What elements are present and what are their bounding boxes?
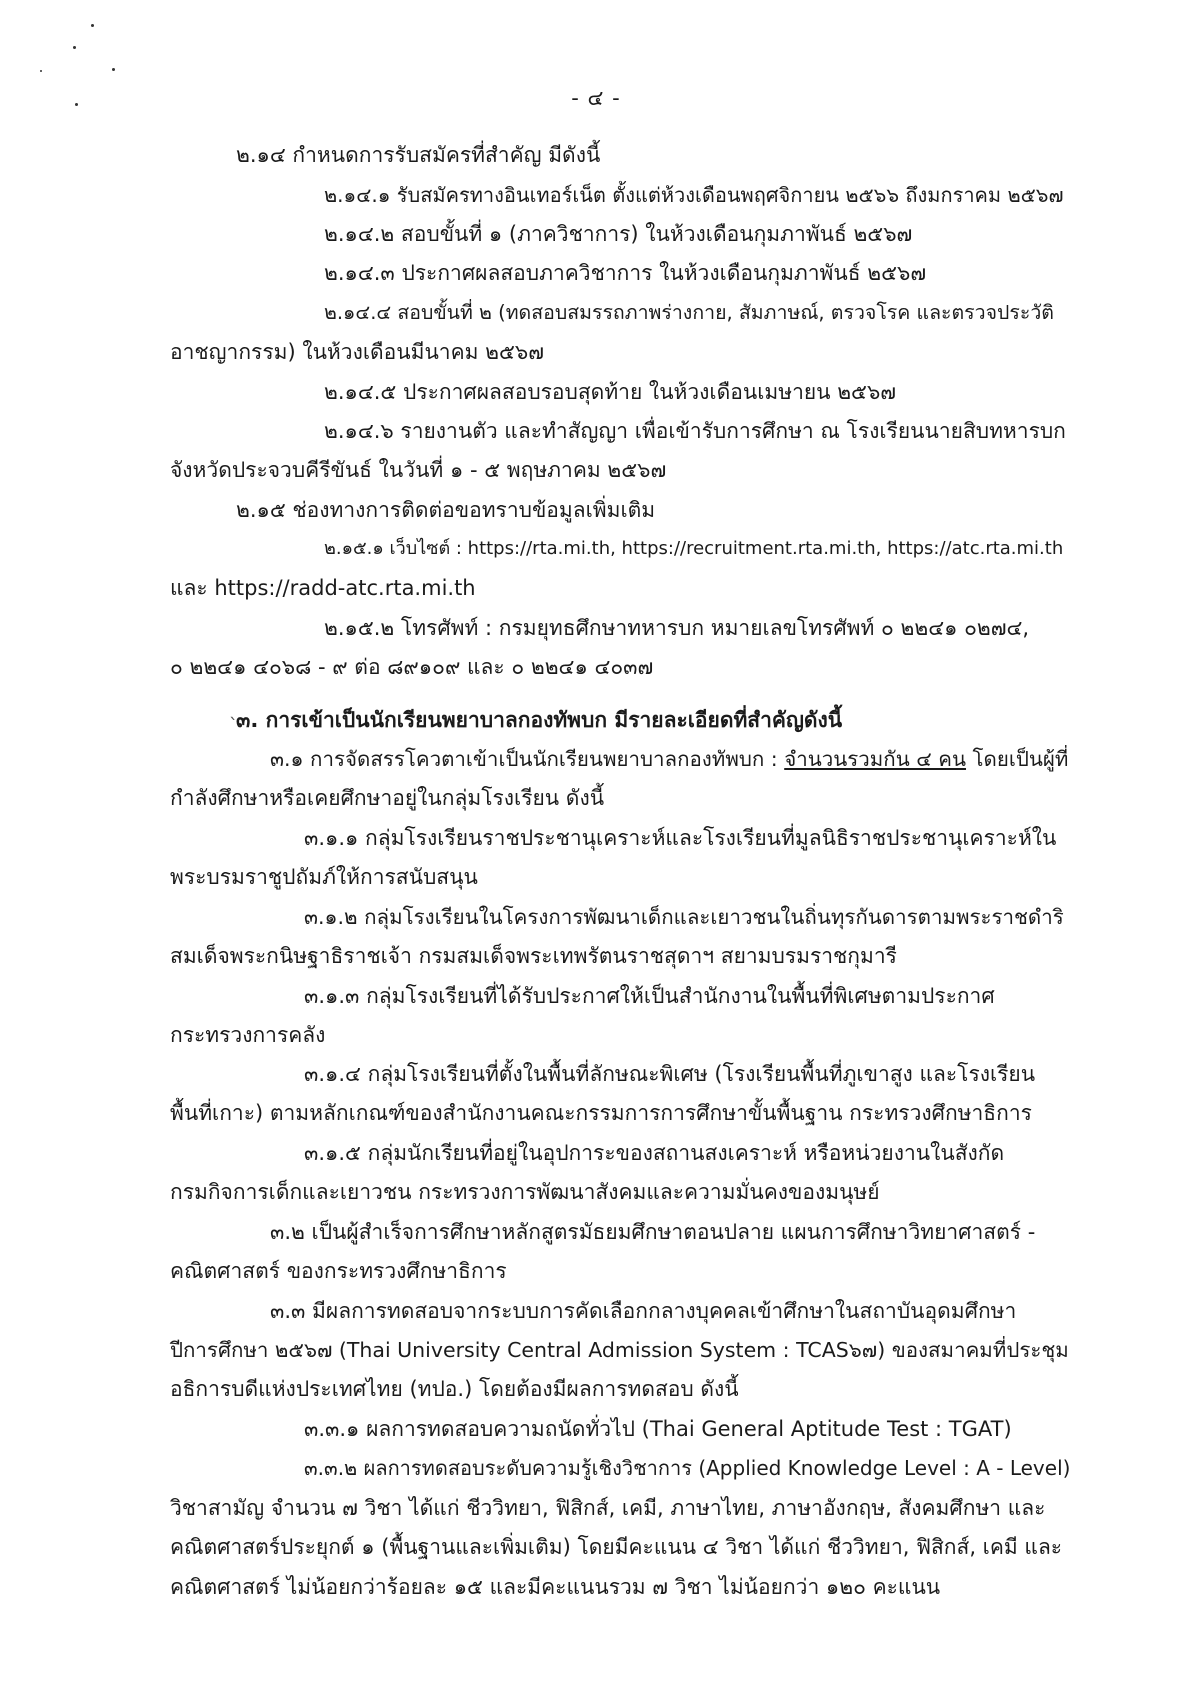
item-3-1-4: ๓.๑.๔ กลุ่มโรงเรียนที่ตั้งในพื้นที่ลักษณะพิเศษ (โรงเรียนพื้นที่ภูเขาสูง และโรงเรียน xyxy=(304,1062,1036,1086)
item-3-3-cont-2: อธิการบดีแห่งประเทศไทย (ทปอ.) โดยต้องมีผลการทดสอบ ดังนี้ xyxy=(170,1377,739,1401)
item-3-1-after: โดยเป็นผู้ที่ xyxy=(966,747,1069,771)
section-heading-2-14: ๒.๑๔ กำหนดการรับสมัครที่สำคัญ มีดังนี้ xyxy=(236,143,601,167)
item-2-14-2: ๒.๑๔.๒ สอบขั้นที่ ๑ (ภาควิชาการ) ในห้วงเดือนกุมภาพันธ์ ๒๕๖๗ xyxy=(324,222,913,246)
item-2-14-6: ๒.๑๔.๖ รายงานตัว และทำสัญญา เพื่อเข้ารับการศึกษา ณ โรงเรียนนายสิบทหารบก xyxy=(324,419,1066,443)
item-3-1-2: ๓.๑.๒ กลุ่มโรงเรียนในโครงการพัฒนาเด็กและเยาวชนในถิ่นทุรกันดารตามพระราชดำริ xyxy=(304,905,1064,929)
item-3-1-1-cont: พระบรมราชูปถัมภ์ให้การสนับสนุน xyxy=(170,865,478,889)
item-3-2-cont: คณิตศาสตร์ ของกระทรวงศึกษาธิการ xyxy=(170,1259,507,1283)
item-2-15-2-cont: ๐ ๒๒๔๑ ๔๐๖๘ - ๙ ต่อ ๘๙๑๐๙ และ ๐ ๒๒๔๑ ๔๐๓๗ xyxy=(170,655,654,679)
item-3-3-2: ๓.๓.๒ ผลการทดสอบระดับความรู้เชิงวิชาการ (Applied Knowledge Level : A - Level) xyxy=(304,1456,1071,1480)
item-2-14-6-cont: จังหวัดประจวบคีรีขันธ์ ในวันที่ ๑ - ๕ พฤษภาคม ๒๕๖๗ xyxy=(170,458,667,482)
item-2-14-5: ๒.๑๔.๕ ประกาศผลสอบรอบสุดท้าย ในห้วงเดือนเมษายน ๒๕๖๗ xyxy=(324,380,897,404)
item-2-15-1-cont: และ https://radd-atc.rta.mi.th xyxy=(170,576,476,600)
item-3-3: ๓.๓ มีผลการทดสอบจากระบบการคัดเลือกกลางบุคคลเข้าศึกษาในสถาบันอุดมศึกษา xyxy=(270,1299,1017,1323)
item-2-14-4: ๒.๑๔.๔ สอบขั้นที่ ๒ (ทดสอบสมรรถภาพร่างกาย, สัมภาษณ์, ตรวจโรค และตรวจประวัติ xyxy=(324,301,1054,324)
item-3-1-4-cont: พื้นที่เกาะ) ตามหลักเกณฑ์ของสำนักงานคณะกรรมการการศึกษาขั้นพื้นฐาน กระทรวงศึกษาธิการ xyxy=(170,1101,1032,1125)
item-3-3-2-cont-3: คณิตศาสตร์ ไม่น้อยกว่าร้อยละ ๑๕ และมีคะแนนรวม ๗ วิชา ไม่น้อยกว่า ๑๒๐ คะแนน xyxy=(170,1575,941,1599)
item-3-2: ๓.๒ เป็นผู้สำเร็จการศึกษาหลักสูตรมัธยมศึกษาตอนปลาย แผนการศึกษาวิทยาศาสตร์ - xyxy=(270,1220,1036,1244)
item-3-1-1: ๓.๑.๑ กลุ่มโรงเรียนราชประชานุเคราะห์และโรงเรียนที่มูลนิธิราชประชานุเคราะห์ใน xyxy=(304,826,1057,850)
item-2-15-1: ๒.๑๕.๑ เว็บไซต์ : https://rta.mi.th, https://recruitment.rta.mi.th, https://atc.rta.mi.th xyxy=(324,538,1064,559)
scan-speck xyxy=(112,68,115,71)
item-3-1-2-cont: สมเด็จพระกนิษฐาธิราชเจ้า กรมสมเด็จพระเทพรัตนราชสุดาฯ สยามบรมราชกุมารี xyxy=(170,944,897,968)
item-3-1-3-cont: กระทรวงการคลัง xyxy=(170,1023,326,1047)
item-3-1-3: ๓.๑.๓ กลุ่มโรงเรียนที่ได้รับประกาศให้เป็นสำนักงานในพื้นที่พิเศษตามประกาศ xyxy=(304,984,995,1008)
item-2-15-2: ๒.๑๕.๒ โทรศัพท์ : กรมยุทธศึกษาทหารบก หมายเลขโทรศัพท์ ๐ ๒๒๔๑ ๐๒๗๔, xyxy=(324,616,1030,640)
item-2-14-1: ๒.๑๔.๑ รับสมัครทางอินเทอร์เน็ต ตั้งแต่ห้วงเดือนพฤศจิกายน ๒๕๖๖ ถึงมกราคม ๒๕๖๗ xyxy=(324,183,1064,207)
quota-underlined: จำนวนรวมกัน ๔ คน xyxy=(784,747,967,771)
item-3-3-1: ๓.๓.๑ ผลการทดสอบความถนัดทั่วไป (Thai General Aptitude Test : TGAT) xyxy=(304,1417,1012,1441)
page-number: - ๔ - xyxy=(571,86,621,110)
item-3-1-cont: กำลังศึกษาหรือเคยศึกษาอยู่ในกลุ่มโรงเรียน ดังนี้ xyxy=(170,786,605,810)
stray-mark: ˋ xyxy=(229,715,238,736)
item-3-1-5-cont: กรมกิจการเด็กและเยาวชน กระทรวงการพัฒนาสังคมและความมั่นคงของมนุษย์ xyxy=(170,1180,880,1204)
section-heading-3: ๓. การเข้าเป็นนักเรียนพยาบาลกองทัพบก มีรายละเอียดที่สำคัญดังนี้ xyxy=(236,708,843,732)
section-heading-2-15: ๒.๑๕ ช่องทางการติดต่อขอทราบข้อมูลเพิ่มเติม xyxy=(236,498,656,522)
item-3-3-2-cont-1: วิชาสามัญ จำนวน ๗ วิชา ได้แก่ ชีววิทยา, ฟิสิกส์, เคมี, ภาษาไทย, ภาษาอังกฤษ, สังคมศึกษา และ xyxy=(170,1496,1046,1520)
item-2-14-3: ๒.๑๔.๓ ประกาศผลสอบภาควิชาการ ในห้วงเดือนกุมภาพันธ์ ๒๕๖๗ xyxy=(324,261,927,285)
item-2-14-4-cont: อาชญากรรม) ในห้วงเดือนมีนาคม ๒๕๖๗ xyxy=(170,340,545,364)
item-3-3-cont-1: ปีการศึกษา ๒๕๖๗ (Thai University Central Admission System : TCAS๖๗) ของสมาคมที่ประชุม xyxy=(170,1338,1069,1362)
item-3-1-5: ๓.๑.๕ กลุ่มนักเรียนที่อยู่ในอุปการะของสถานสงเคราะห์ หรือหน่วยงานในสังกัด xyxy=(304,1141,1005,1165)
scan-speck xyxy=(73,46,76,49)
scan-speck xyxy=(91,24,94,27)
item-3-3-2-cont-2: คณิตศาสตร์ประยุกต์ ๑ (พื้นฐานและเพิ่มเติม) โดยมีคะแนน ๔ วิชา ได้แก่ ชีววิทยา, ฟิสิกส์, เคมี และ xyxy=(170,1535,1063,1559)
item-3-1-text: ๓.๑ การจัดสรรโควตาเข้าเป็นนักเรียนพยาบาลกองทัพบก : xyxy=(270,747,785,771)
item-3-1 xyxy=(270,745,1068,773)
scan-speck xyxy=(40,70,42,72)
